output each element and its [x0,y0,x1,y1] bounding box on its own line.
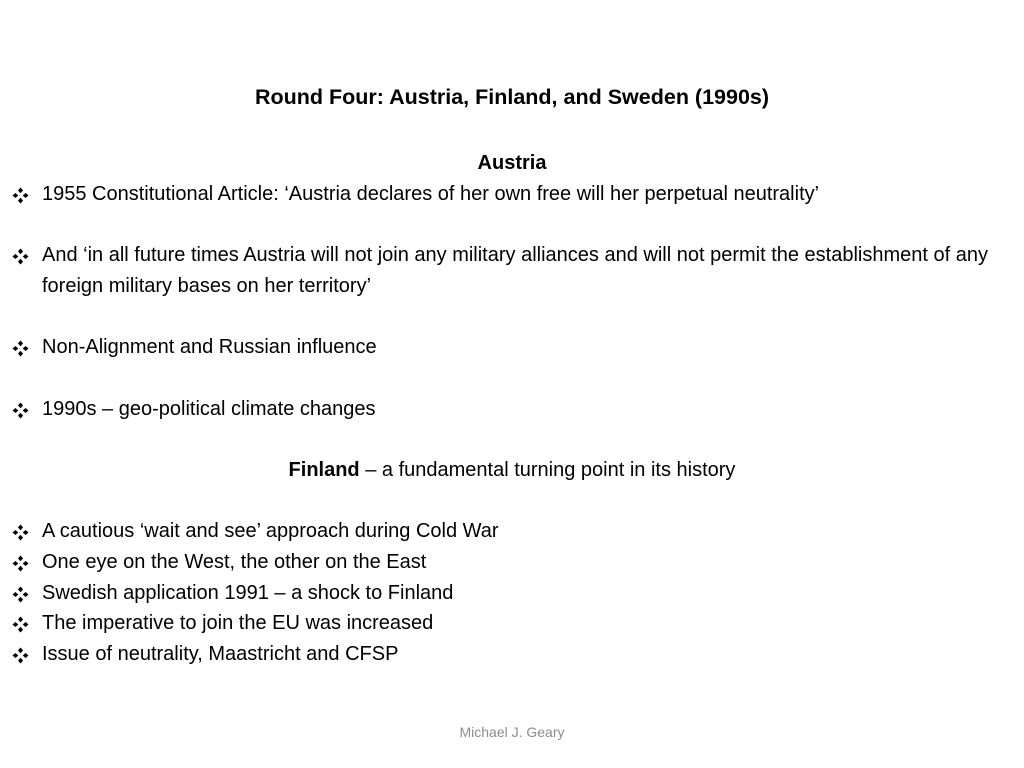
diamond-bullet-icon [12,578,42,603]
bullet-item [12,578,1012,609]
bullet-text: 1955 Constitutional Article: ‘Austria declares of her own free will her perpetual neutrality’ [42,182,820,205]
bullet-item [12,547,1012,578]
bullet-item [12,179,1012,210]
austria-heading: Austria [477,152,547,174]
bullet-text: The imperative to join the EU was increased [42,612,434,635]
bullet-text: And ‘in all future times Austria will not join any military alliances and will not permit the establishment of any foreign military bases on her territory’ [42,244,988,297]
bullet-text: One eye on the West, the other on the East [42,551,427,574]
bullet-item [12,516,1012,547]
finland-heading-rest: – a fundamental turning point in its history [359,458,736,481]
bullet-text: Non-Alignment and Russian influence [42,336,377,359]
diamond-bullet-icon [12,639,42,664]
bullet-text: A cautious ‘wait and see’ approach during Cold War [42,520,499,543]
bullet-item [12,608,1012,639]
diamond-bullet-icon [12,332,42,357]
slide-title: Round Four: Austria, Finland, and Sweden (1990s) [254,85,770,109]
diamond-bullet-icon [12,547,42,572]
diamond-bullet-icon [12,516,42,541]
bullet-text: Swedish application 1991 – a shock to Finland [42,581,454,604]
slide-footer: Michael J. Geary [459,724,565,740]
bullet-text: 1990s – geo-political climate changes [42,397,376,420]
slide-body [12,148,1012,670]
diamond-bullet-icon [12,394,42,419]
bullet-item [12,639,1012,670]
finland-heading-bold: Finland [288,458,360,481]
bullet-item [12,240,1012,301]
bullet-item [12,332,1012,363]
finland-heading [12,455,1012,486]
bullet-item [12,394,1012,425]
bullet-text: Issue of neutrality, Maastricht and CFSP [42,643,399,666]
diamond-bullet-icon [12,608,42,633]
diamond-bullet-icon [12,240,42,265]
diamond-bullet-icon [12,179,42,204]
